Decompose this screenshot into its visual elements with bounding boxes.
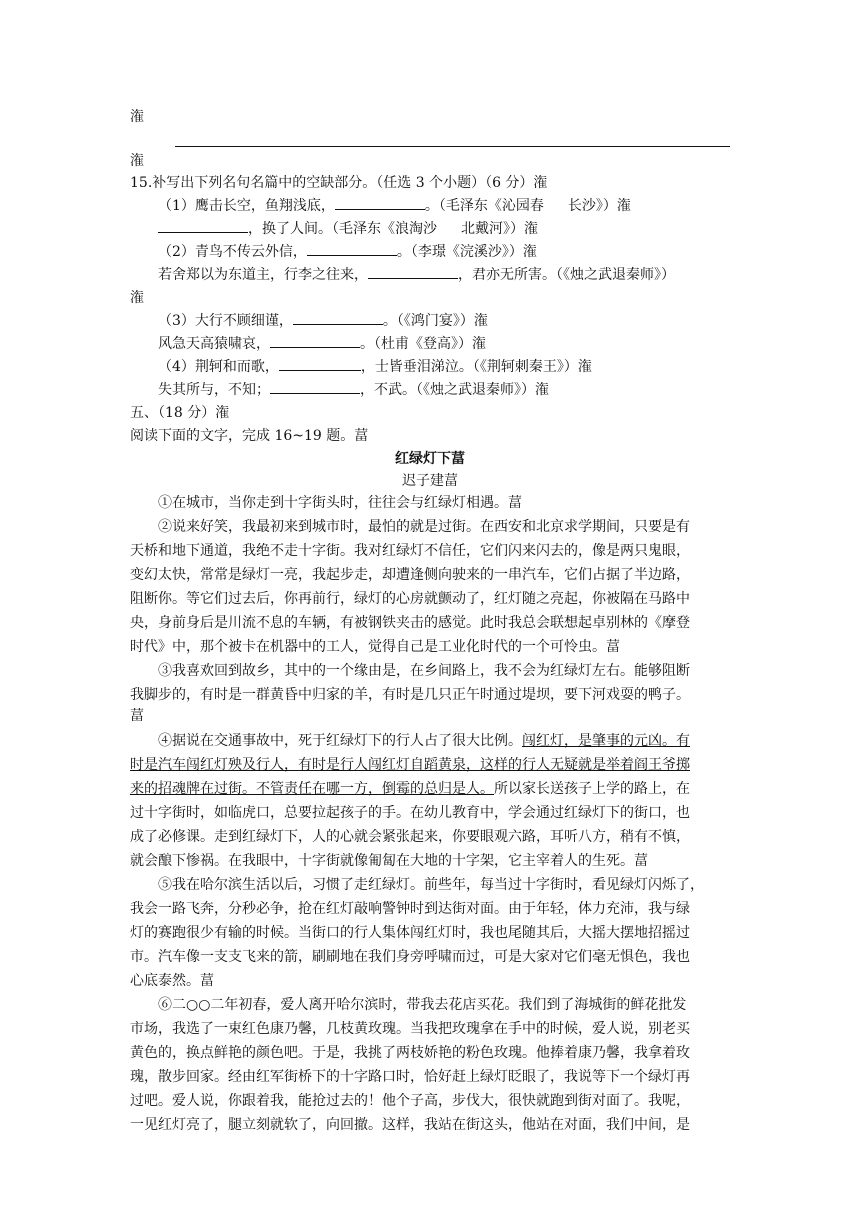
paragraph-line: 就会酿下惨祸。在我眼中，十字街就像匍匐在大地的十字架，它主宰着人的生死。葍 bbox=[130, 853, 648, 869]
paragraph-line: 一见红灯亮了，腿立刻就软了，向回撤。这样，我站在街这头，他站在对面，我们中间，是 bbox=[130, 1117, 690, 1133]
paragraph-line: 灯的赛跑很少有输的时候。当街口的行人集体闯红灯时，我也尾随其后，大摇大摆地招摇过 bbox=[130, 925, 690, 941]
paragraph-line: 过十字街时，如临虎口，总要拉起孩子的手。在幼儿教育中，学会通过红绿灯下的街口，也 bbox=[130, 805, 690, 821]
stray-mark: 潅 bbox=[130, 153, 144, 169]
q15-item-3b: 风急天高猿啸哀， 。（杜甫《登高》）潅 bbox=[158, 333, 486, 355]
fill-blank[interactable] bbox=[270, 379, 360, 394]
paragraph-line: 央，身前身后是川流不息的车辆，有被钢铁夹击的感觉。此时我总会联想起卓别林的《摩登 bbox=[130, 615, 690, 631]
q15-item-3a: （3）大行不顾细谨， 。（《鸿门宴》）潅 bbox=[158, 310, 488, 332]
paragraph-line: 变幻太快，常常是绿灯一亮，我起步走，却遭逢侧向驶来的一串汽车，它们占据了半边路， bbox=[130, 567, 690, 583]
section-instruction: 阅读下面的文字，完成 16~19 题。葍 bbox=[130, 428, 369, 444]
paragraph-line: ④据说在交通事故中，死于红绿灯下的行人占了很大比例。闯红灯，是肇事的元凶。有 bbox=[158, 733, 690, 749]
answer-rule bbox=[175, 146, 730, 147]
paragraph-line: 天桥和地下通道，我绝不走十字街。我对红绿灯不信任，它们闪来闪去的，像是两只鬼眼， bbox=[130, 543, 690, 559]
underlined-passage: 闯红灯，是肇事的元凶。有 bbox=[522, 733, 690, 749]
paragraph-line: 阻断你。等它们过去后，你再前行，绿灯的心房就颤动了，红灯随之亮起，你被隔在马路中 bbox=[130, 591, 690, 607]
paragraph-line: 我脚步的，有时是一群黄昏中归家的羊，有时是几只正午时通过堤坝，要下河戏耍的鸭子。 bbox=[130, 687, 690, 703]
stray-mark: 潅 bbox=[130, 109, 144, 125]
paragraph-line: ②说来好笑，我最初来到城市时，最怕的就是过街。在西安和北京求学期间，只要是有 bbox=[158, 519, 690, 535]
fill-blank[interactable] bbox=[279, 356, 361, 371]
fill-blank[interactable] bbox=[293, 310, 383, 325]
q15-item-1a: （1）鹰击长空，鱼翔浅底， 。（毛泽东《沁园春 长沙》）潅 bbox=[158, 195, 631, 217]
fill-blank[interactable] bbox=[368, 264, 458, 279]
paragraph-line: 时代》中，那个被卡在机器中的工人，觉得自己是工业化时代的一个可怜虫。葍 bbox=[130, 639, 620, 655]
q15-item-4a: （4）荆轲和而歌， ，士皆垂泪涕泣。（《荆轲刺秦王》）潅 bbox=[158, 356, 592, 378]
q15-item-4b: 失其所与，不知； ，不武。（《烛之武退秦师》）潅 bbox=[158, 379, 549, 401]
fill-blank[interactable] bbox=[158, 218, 248, 233]
paragraph-line: 黄色的，换点鲜艳的颜色吧。于是，我挑了两枝娇艳的粉色玫瑰。他捧着康乃馨，我拿着玫 bbox=[130, 1045, 690, 1061]
paragraph-line: 瑰，散步回家。经由红军街桥下的十字路口时，恰好赶上绿灯眨眼了，我说等下一个绿灯再 bbox=[130, 1069, 690, 1085]
fill-blank[interactable] bbox=[270, 333, 360, 348]
section-heading: 五、（18 分）潅 bbox=[130, 405, 230, 421]
question-15-stem: 15.补写出下列名句名篇中的空缺部分。（任选 3 个小题）（6 分）潅 bbox=[130, 175, 548, 191]
paragraph-line: 成了必修课。走到红绿灯下，人的心就会紧张起来，你要眼观六路，耳听八方，稍有不慎， bbox=[130, 829, 690, 845]
fill-blank[interactable] bbox=[335, 195, 425, 210]
q15-item-2b-tail: 潅 bbox=[130, 290, 144, 306]
paragraph-line: 来的招魂牌在过街。不管责任在哪一方，倒霉的总归是人。所以家长送孩子上学的路上，在 bbox=[130, 781, 690, 797]
paragraph-line: 市场，我选了一束红色康乃馨，几枝黄玫瑰。当我把玫瑰拿在手中的时候，爱人说，别老买 bbox=[130, 1021, 690, 1037]
paragraph-line: 过吧。爱人说，你跟着我，能抢过去的！他个子高，步伐大，很快就跑到街对面了。我呢， bbox=[130, 1093, 690, 1109]
underlined-passage: 来的招魂牌在过街。不管责任在哪一方，倒霉的总归是人。 bbox=[130, 781, 494, 797]
paragraph-line: ①在城市，当你走到十字街头时，往往会与红绿灯相遇。葍 bbox=[158, 495, 522, 511]
paragraph-line: ⑥二○○二年初春，爱人离开哈尔滨时，带我去花店买花。我们到了海城街的鲜花批发 bbox=[158, 997, 687, 1013]
underlined-passage: 时是汽车闯红灯殃及行人，有时是行人闯红灯自蹈黄泉，这样的行人无疑就是举着阎王爷掷 bbox=[130, 757, 690, 773]
q15-item-2b: 若舍郑以为东道主，行李之往来， ，君亦无所害。（《烛之武退秦师》） bbox=[158, 264, 675, 286]
paragraph-line: ⑤我在哈尔滨生活以后，习惯了走红绿灯。前些年，每当过十字街时，看见绿灯闪烁了， bbox=[158, 877, 704, 893]
article-title: 红绿灯下葍 bbox=[395, 451, 465, 467]
paragraph-line: 葍 bbox=[130, 708, 144, 724]
paragraph-line: 市。汽车像一支支飞来的箭，刷刷地在我们身旁呼啸而过，可是大家对它们毫无惧色，我也 bbox=[130, 949, 690, 965]
fill-blank[interactable] bbox=[307, 241, 397, 256]
q15-item-2a: （2）青鸟不传云外信， 。（李璟《浣溪沙》）潅 bbox=[158, 241, 537, 263]
paragraph-line: ③我喜欢回到故乡，其中的一个缘由是，在乡间路上，我不会为红绿灯左右。能够阻断 bbox=[158, 663, 690, 679]
article-author: 迟子建葍 bbox=[402, 473, 458, 489]
paragraph-line: 我会一路飞奔，分秒必争，抢在红灯敲响警钟时到达街对面。由于年轻，体力充沛，我与绿 bbox=[130, 901, 690, 917]
paragraph-line: 心底泰然。葍 bbox=[130, 973, 214, 989]
q15-item-1b: ，换了人间。（毛泽东《浪淘沙 北戴河》）潅 bbox=[158, 218, 538, 240]
